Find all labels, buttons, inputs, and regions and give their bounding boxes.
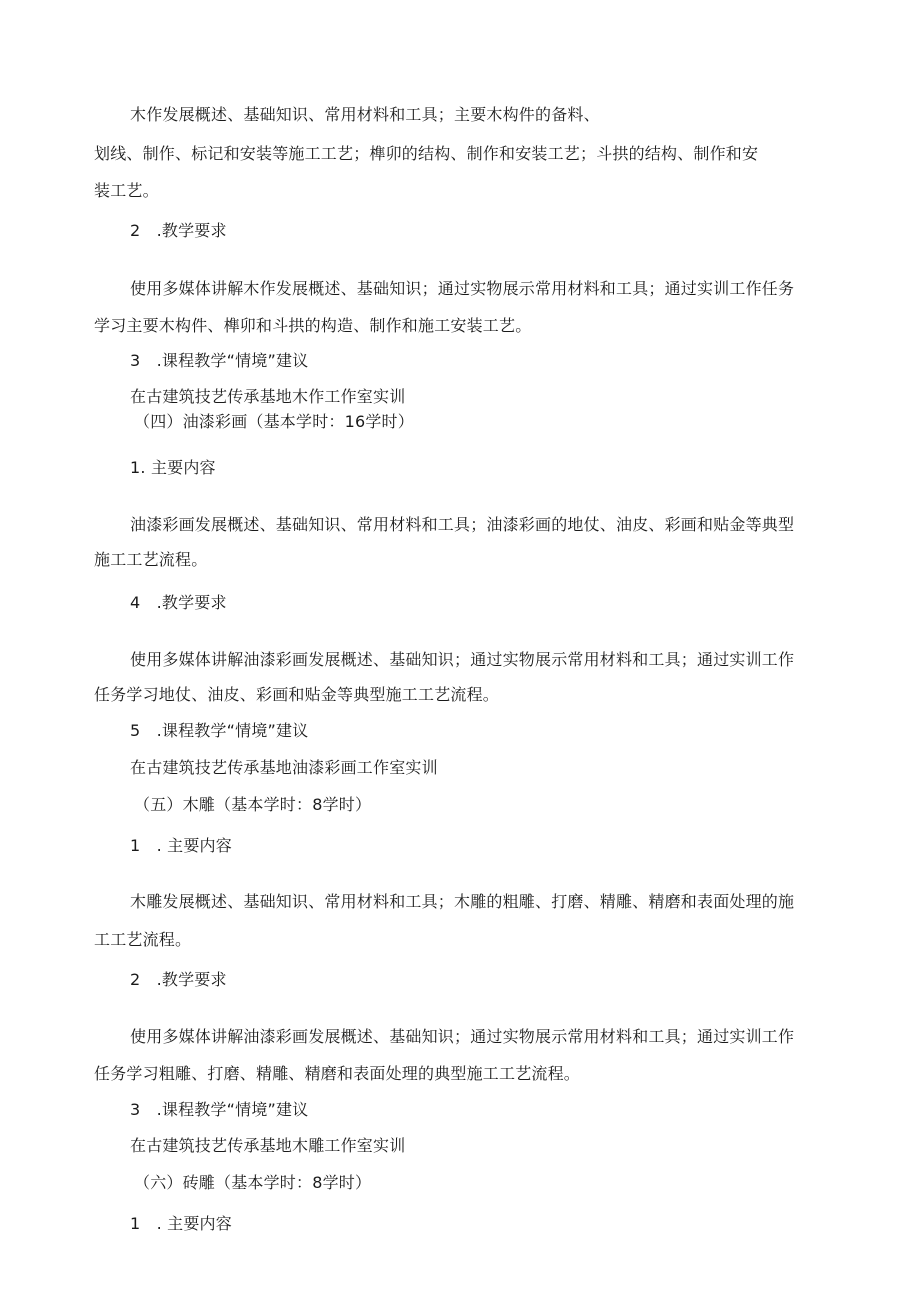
paragraph-line: 使用多媒体讲解油漆彩画发展概述、基础知识；通过实物展示常用材料和工具；通过实训工作: [130, 1027, 795, 1046]
paragraph-line: 木雕发展概述、基础知识、常用材料和工具；木雕的粗雕、打磨、精雕、精磨和表面处理的施: [130, 892, 795, 911]
paragraph-line: 工工艺流程。: [94, 930, 192, 949]
paragraph-line: 油漆彩画发展概述、基础知识、常用材料和工具；油漆彩画的地仗、油皮、彩画和贴金等典型: [130, 515, 795, 534]
paragraph-line: 任务学习粗雕、打磨、精雕、精磨和表面处理的典型施工工艺流程。: [94, 1064, 581, 1083]
paragraph-line: 在古建筑技艺传承基地木作工作室实训: [130, 387, 406, 406]
subheading: 1 . 主要内容: [130, 1214, 232, 1233]
paragraph-line: 在古建筑技艺传承基地木雕工作室实训: [130, 1136, 406, 1155]
section-heading: （六）砖雕（基本学时：8学时）: [134, 1173, 372, 1192]
paragraph-line: 划线、制作、标记和安装等施工工艺；榫卯的结构、制作和安装工艺；斗拱的结构、制作和安: [94, 144, 759, 163]
paragraph-line: 装工艺。: [94, 181, 159, 200]
paragraph-line: 学习主要木构件、榫卯和斗拱的构造、制作和施工安装工艺。: [94, 316, 532, 335]
subheading: 1 . 主要内容: [130, 836, 232, 855]
section-heading: （五）木雕（基本学时：8学时）: [134, 795, 372, 814]
paragraph-line: 木作发展概述、基础知识、常用材料和工具；主要木构件的备料、: [130, 105, 600, 124]
subheading: 3 .课程教学“情境”建议: [130, 351, 309, 370]
subheading: 3 .课程教学“情境”建议: [130, 1100, 309, 1119]
subheading: 5 .课程教学“情境”建议: [130, 721, 309, 740]
subheading: 1. 主要内容: [130, 458, 216, 477]
paragraph-line: 使用多媒体讲解油漆彩画发展概述、基础知识；通过实物展示常用材料和工具；通过实训工作: [130, 650, 795, 669]
paragraph-line: 在古建筑技艺传承基地油漆彩画工作室实训: [130, 758, 438, 777]
paragraph-line: 施工工艺流程。: [94, 550, 208, 569]
subheading: 2 .教学要求: [130, 970, 227, 989]
paragraph-line: 任务学习地仗、油皮、彩画和贴金等典型施工工艺流程。: [94, 685, 500, 704]
section-heading: （四）油漆彩画（基本学时：16学时）: [134, 412, 414, 431]
subheading: 4 .教学要求: [130, 593, 227, 612]
paragraph-line: 使用多媒体讲解木作发展概述、基础知识；通过实物展示常用材料和工具；通过实训工作任务: [130, 279, 795, 298]
subheading: 2 .教学要求: [130, 221, 227, 240]
